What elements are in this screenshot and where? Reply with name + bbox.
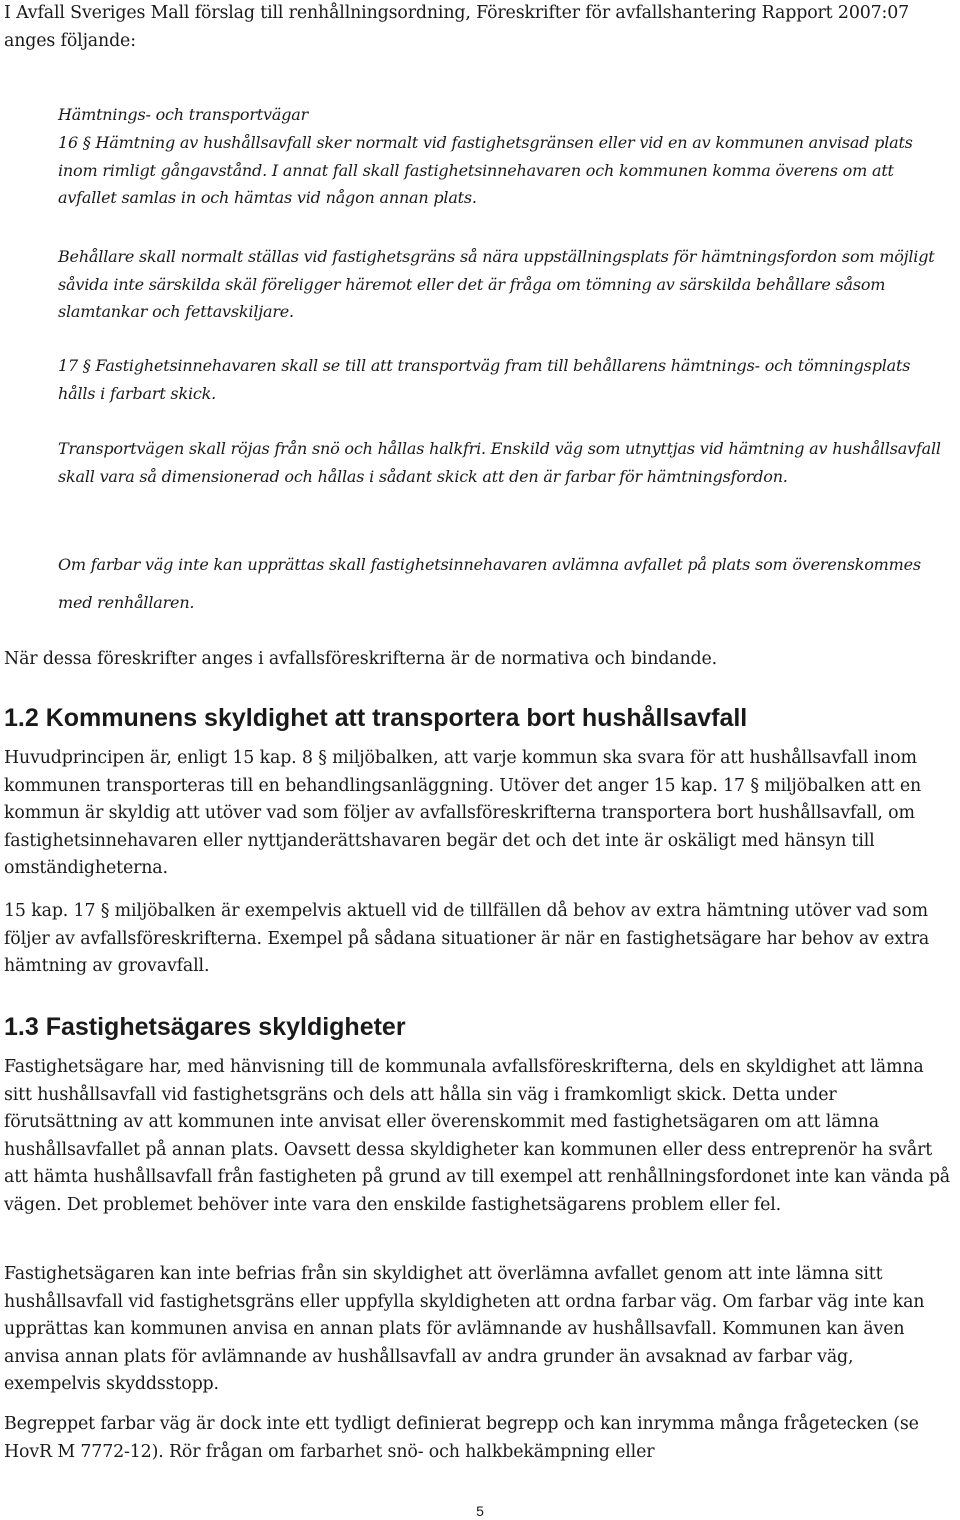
quote-paragraph-16: 16 § Hämtning av hushållsavfall sker normalt vid fastighetsgränsen eller vid en av kommunen anvisad plats inom rimligt gångavstånd. I annat fall skall fastighetsinnehavaren och kommunen komma överens om att avfallet samlas in och hämtas vid någon annan plats. bbox=[58, 133, 913, 208]
intro-paragraph: I Avfall Sveriges Mall förslag till renhållningsordning, Föreskrifter för avfallshantering Rapport 2007:07 anges följande: bbox=[4, 3, 910, 51]
normative-note: När dessa föreskrifter anges i avfallsföreskrifterna är de normativa och bindande. bbox=[4, 649, 718, 669]
section-1-2-paragraph-2: 15 kap. 17 § miljöbalken är exempelvis aktuell vid de tillfällen då behov av extra hämtning utöver vad som följer av avfallsföreskrifterna. Exempel på sådana situationer är när en fastighetsägare har behov av extra hämtning av grovavfall. bbox=[4, 901, 930, 977]
quote-paragraph-snow: Transportvägen skall röjas från snö och hållas halkfri. Enskild väg som utnyttjas vid hämtning av hushållsavfall skall vara så dimensionerad och hållas i sådant skick att den är farbar för hämtningsfordon. bbox=[58, 439, 941, 486]
quote-heading: Hämtnings- och transportvägar bbox=[58, 105, 309, 124]
quote-paragraph-passable: Om farbar väg inte kan upprättas skall fastighetsinnehavaren avlämna avfallet på plats som överenskommes med renhållaren. bbox=[58, 555, 921, 612]
quote-paragraph-containers: Behållare skall normalt ställas vid fastighetsgräns så nära uppställningsplats för hämtningsfordon som möjligt såvida inte särskilda skäl föreligger häremot eller det är fråga om tömning av särskilda behållare såsom slamtankar och fettavskiljare. bbox=[58, 247, 935, 322]
section-1-3-paragraph-1: Fastighetsägare har, med hänvisning till de kommunala avfallsföreskrifterna, dels en skyldighet att lämna sitt hushållsavfall vid fastighetsgräns och dels att hålla sin väg i framkomligt skick. Detta under förutsättning av att kommunen inte anvisat eller överenskommit med fastighetsägaren om att lämna hushållsavfallet på annan plats. Oavsett dessa skyldigheter kan kommunen eller dess entreprenör ha svårt att hämta hushållsavfall från fastigheten på grund av till exempel att renhållningsfordonet inte kan vända på vägen. Det problemet behöver inte vara den enskilde fastighetsägarens problem eller fel. bbox=[4, 1057, 951, 1215]
section-1-3-heading: 1.3 Fastighetsägares skyldigheter bbox=[4, 1013, 406, 1041]
section-1-3-paragraph-3: Begreppet farbar väg är dock inte ett tydligt definierat begrepp och kan inrymma många frågetecken (se HovR M 7772-12). Rör frågan om farbarhet snö- och halkbekämpning eller bbox=[4, 1414, 919, 1462]
section-1-3-paragraph-2: Fastighetsägaren kan inte befrias från sin skyldighet att överlämna avfallet genom att inte lämna sitt hushållsavfall vid fastighetsgräns eller uppfylla skyldigheten att ordna farbar väg. Om farbar väg inte kan upprättas kan kommunen anvisa en annan plats för avlämnande av hushållsavfall. Kommunen kan även anvisa annan plats för avlämnande av hushållsavfall av andra grunder än avsaknad av farbar väg, exempelvis skyddsstopp. bbox=[4, 1264, 925, 1395]
section-1-2-paragraph-1: Huvudprincipen är, enligt 15 kap. 8 § miljöbalken, att varje kommun ska svara för att hushållsavfall inom kommunen transporteras till en behandlingsanläggning. Utöver det anger 15 kap. 17 § miljöbalken att en kommun är skyldig att utöver vad som följer av avfallsföreskrifterna transportera bort hushållsavfall, om fastighetsinnehavaren eller nyttjanderättshavaren begär det och det inte är oskäligt med hänsyn till omständigheterna. bbox=[4, 748, 922, 879]
section-1-2-heading: 1.2 Kommunens skyldighet att transportera bort hushållsavfall bbox=[4, 704, 748, 732]
page-number: 5 bbox=[476, 1503, 484, 1519]
quote-paragraph-17: 17 § Fastighetsinnehavaren skall se till att transportväg fram till behållarens hämtnings- och tömningsplats hålls i farbart skick. bbox=[58, 356, 911, 403]
